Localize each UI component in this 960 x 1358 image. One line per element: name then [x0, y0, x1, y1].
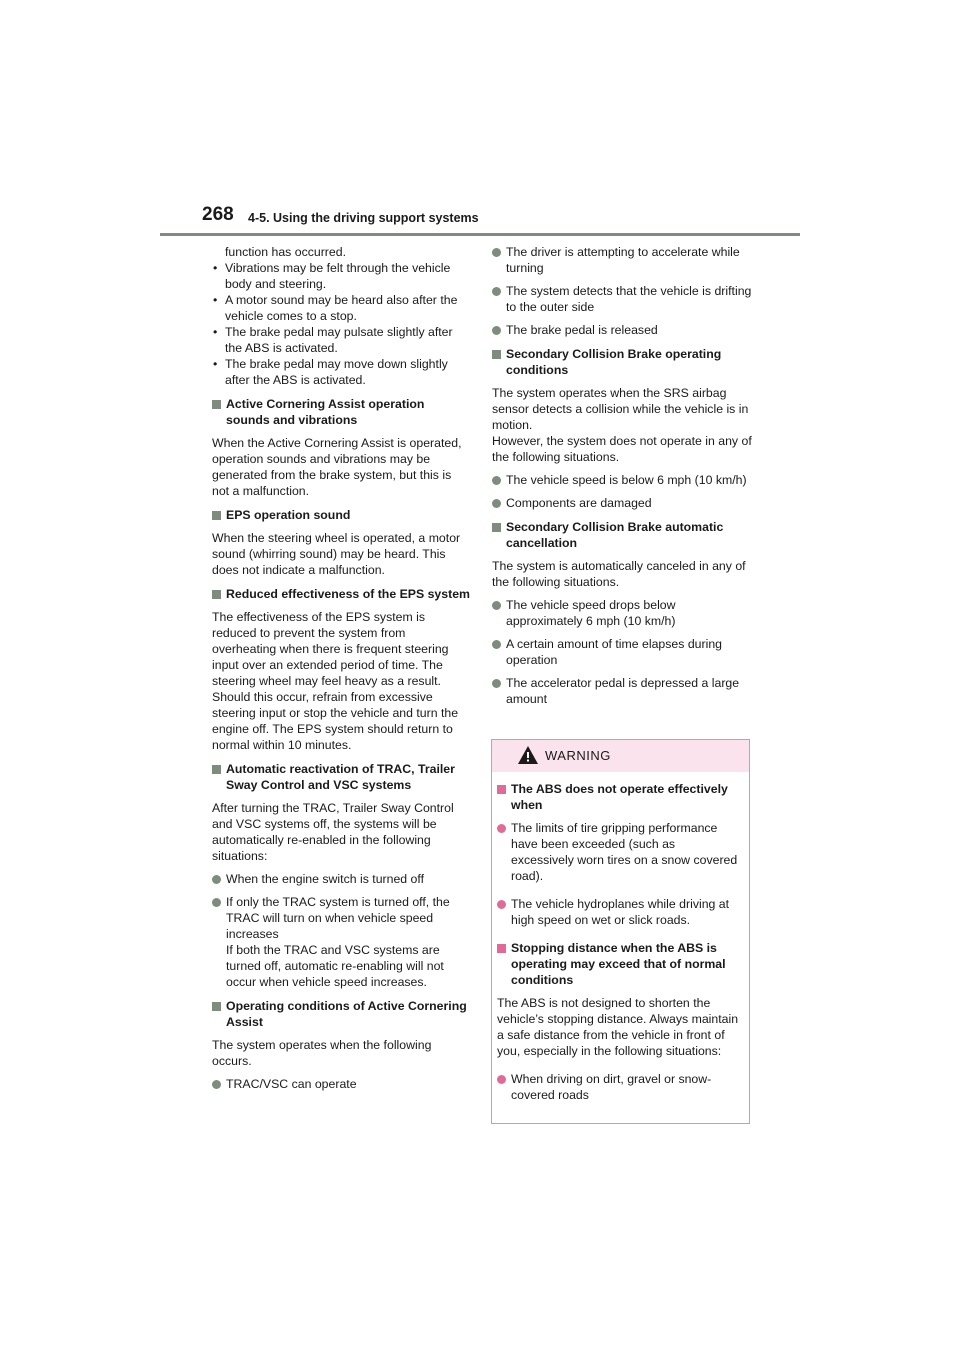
paragraph: The effectiveness of the EPS system is reduced to prevent the system from overheating when there is frequent steering input over an extended period of time. The steering wheel may feel heavy as a result. Should this occur, refrain from excessive steering input or stop the vehicle and turn the engine off. The EPS system should return to normal within 10 minutes. — [212, 610, 459, 752]
paragraph: When the steering wheel is operated, a motor sound (whirring sound) may be heard. This does not indicate a malfunction. — [212, 531, 461, 577]
heading-automatic-reactivation: Automatic reactivation of TRAC, Trailer Sway Control and VSC systems — [212, 761, 470, 793]
square-marker-icon — [497, 944, 506, 953]
continued-text: function has occurred. — [225, 245, 346, 259]
heading-abs-not-effective: The ABS does not operate effectively when — [497, 781, 739, 813]
bullet-dot-icon — [212, 1080, 221, 1089]
bullet-dot-icon — [212, 898, 221, 907]
paragraph: When the Active Cornering Assist is operated, operation sounds and vibrations may be generated from the brake system, but this is not a malfunction. — [212, 436, 462, 498]
paragraph: The system operates when the following occurs. — [212, 1038, 432, 1068]
bullet-item: Components are damaged — [492, 495, 752, 511]
bullet-item: The vehicle speed drops below approximately 6 mph (10 km/h) — [492, 597, 752, 629]
paragraph: The system operates when the SRS airbag sensor detects a collision while the vehicle is in motion. However, the system does not operate in any of the following situations. — [492, 386, 752, 464]
left-column — [212, 244, 470, 1092]
bullet-item: The accelerator pedal is depressed a large amount — [492, 675, 752, 707]
bullet-dot-icon — [492, 287, 501, 296]
bullet-dot-icon — [492, 640, 501, 649]
bullet-dot-icon — [497, 824, 506, 833]
square-marker-icon — [212, 511, 221, 520]
bullet-dot-icon — [492, 679, 501, 688]
dash-item: • The brake pedal may pulsate slightly after the ABS is activated. — [213, 325, 453, 355]
bullet-item: The vehicle hydroplanes while driving at high speed on wet or slick roads. — [497, 896, 739, 928]
bullet-dot-icon — [497, 1075, 506, 1084]
page-number: 268 — [202, 204, 234, 225]
dash-item: • A motor sound may be heard also after the vehicle comes to a stop. — [213, 293, 458, 323]
bullet-item: If only the TRAC system is turned off, the TRAC will turn on when vehicle speed increases If both the TRAC and VSC systems are turned off, automatic re-enabling will not occur when vehicle speed increases. — [212, 894, 470, 990]
bullet-dot-icon — [492, 601, 501, 610]
warning-body — [492, 772, 749, 1103]
heading-stopping-distance: Stopping distance when the ABS is operating may exceed that of normal conditions — [497, 940, 739, 988]
square-marker-icon — [212, 590, 221, 599]
bullet-dot-icon — [212, 875, 221, 884]
bullet-item: When the engine switch is turned off — [212, 871, 470, 887]
page-header — [160, 203, 800, 235]
bullet-dot-icon — [497, 900, 506, 909]
heading-operating-conditions: Operating conditions of Active Cornering Assist — [212, 998, 470, 1030]
warning-header — [492, 740, 749, 772]
bullet-dot-icon — [492, 326, 501, 335]
right-column — [492, 244, 752, 707]
heading-eps-effectiveness: Reduced effectiveness of the EPS system — [212, 586, 470, 602]
bullet-item: The brake pedal is released — [492, 322, 752, 338]
paragraph: The system is automatically canceled in any of the following situations. — [492, 559, 746, 589]
bullet-item: The driver is attempting to accelerate while turning — [492, 244, 752, 276]
square-marker-icon — [497, 785, 506, 794]
square-marker-icon — [212, 765, 221, 774]
bullet-item: The vehicle speed is below 6 mph (10 km/h) — [492, 472, 752, 488]
paragraph: After turning the TRAC, Trailer Sway Control and VSC systems off, the systems will be automatically re-enabled in the following situations: — [212, 801, 454, 863]
dash-item: • Vibrations may be felt through the vehicle body and steering. — [213, 261, 451, 291]
square-marker-icon — [212, 1002, 221, 1011]
bullet-item: A certain amount of time elapses during operation — [492, 636, 752, 668]
warning-title: WARNING — [545, 748, 611, 763]
heading-secondary-collision-cancellation: Secondary Collision Brake automatic cancellation — [492, 519, 752, 551]
square-marker-icon — [492, 523, 501, 532]
warning-box — [491, 739, 750, 1124]
bullet-item: When driving on dirt, gravel or snow-covered roads — [497, 1071, 739, 1103]
square-marker-icon — [212, 400, 221, 409]
bullet-dot-icon — [492, 248, 501, 257]
bullet-item: The system detects that the vehicle is drifting to the outer side — [492, 283, 752, 315]
bullet-item: TRAC/VSC can operate — [212, 1076, 470, 1092]
heading-eps-sound: EPS operation sound — [212, 507, 470, 523]
dash-item: • The brake pedal may move down slightly after the ABS is activated. — [213, 357, 448, 387]
paragraph: The ABS is not designed to shorten the vehicle’s stopping distance. Always maintain a safe distance from the vehicle in front of you, especially in the following situations: — [497, 996, 739, 1058]
bullet-dot-icon — [492, 499, 501, 508]
section-title: 4-5. Using the driving support systems — [248, 211, 479, 225]
heading-active-cornering-sounds: Active Cornering Assist operation sounds and vibrations — [212, 396, 470, 428]
square-marker-icon — [492, 350, 501, 359]
bullet-item: The limits of tire gripping performance have been exceeded (such as excessively worn tires on a snow covered road). — [497, 820, 739, 884]
heading-secondary-collision-conditions: Secondary Collision Brake operating conditions — [492, 346, 752, 378]
header-rule — [160, 233, 800, 236]
bullet-dot-icon — [492, 476, 501, 485]
warning-triangle-icon — [517, 745, 539, 765]
